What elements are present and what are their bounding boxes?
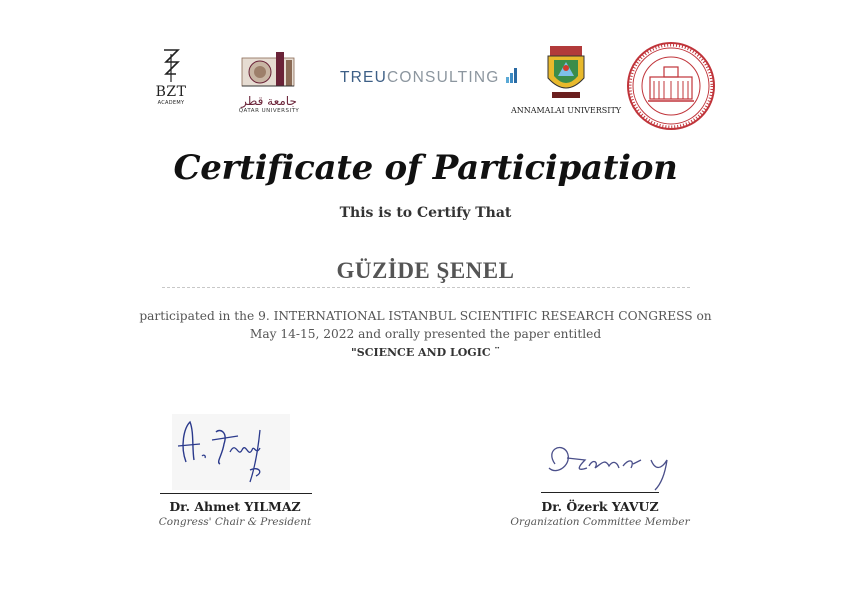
paper-title: "SCIENCE AND LOGIC ¨ bbox=[351, 346, 500, 359]
signatory-role-chair: Congress' Chair & President bbox=[158, 516, 312, 528]
participation-text-line1: participated in the 9. INTERNATIONAL ISTANBUL SCIENTIFIC RESEARCH CONGRESS on bbox=[139, 309, 712, 323]
qatar-logo-english: QATAR UNIVERSITY bbox=[238, 108, 300, 114]
qatar-university-emblem-icon bbox=[232, 50, 306, 90]
signature-block-chair bbox=[150, 410, 320, 530]
annamalai-crest-icon bbox=[544, 44, 588, 100]
signature-block-member bbox=[505, 430, 705, 530]
treu-logo-part1: TREU bbox=[340, 69, 387, 86]
academy-seal-logo bbox=[626, 41, 716, 131]
bzt-academy-logo bbox=[150, 48, 192, 120]
recipient-name: GÜZİDE ŞENEL bbox=[336, 258, 515, 283]
signature-line-member bbox=[541, 492, 659, 493]
bzt-logo-name: BZT bbox=[155, 84, 187, 100]
qatar-university-logo bbox=[232, 50, 306, 120]
signatory-name-member: Dr. Özerk YAVUZ bbox=[541, 499, 659, 514]
participation-text-line2: May 14-15, 2022 and orally presented the paper entitled bbox=[249, 327, 602, 341]
certificate-title: Certificate of Participation bbox=[173, 148, 678, 188]
recipient-underline bbox=[162, 287, 690, 288]
treu-consulting-logo bbox=[340, 66, 519, 90]
signatory-name-chair: Dr. Ahmet YILMAZ bbox=[169, 499, 301, 514]
handwritten-signature-member bbox=[505, 430, 705, 494]
annamalai-logo-name: ANNAMALAI UNIVERSITY bbox=[510, 106, 622, 115]
certify-line: This is to Certify That bbox=[339, 205, 512, 221]
treu-logo-part2: CONSULTING bbox=[387, 69, 500, 86]
bzt-mark-icon bbox=[160, 48, 182, 84]
qatar-logo-arabic: جامعة قطر bbox=[241, 94, 297, 108]
signatory-role-member: Organization Committee Member bbox=[510, 516, 690, 528]
seal-emblem-icon bbox=[626, 41, 716, 131]
bzt-logo-subtitle: ACADEMY bbox=[157, 100, 185, 106]
annamalai-university-logo bbox=[510, 44, 622, 116]
signature-line-chair bbox=[160, 493, 312, 494]
handwritten-signature-chair bbox=[150, 410, 320, 490]
